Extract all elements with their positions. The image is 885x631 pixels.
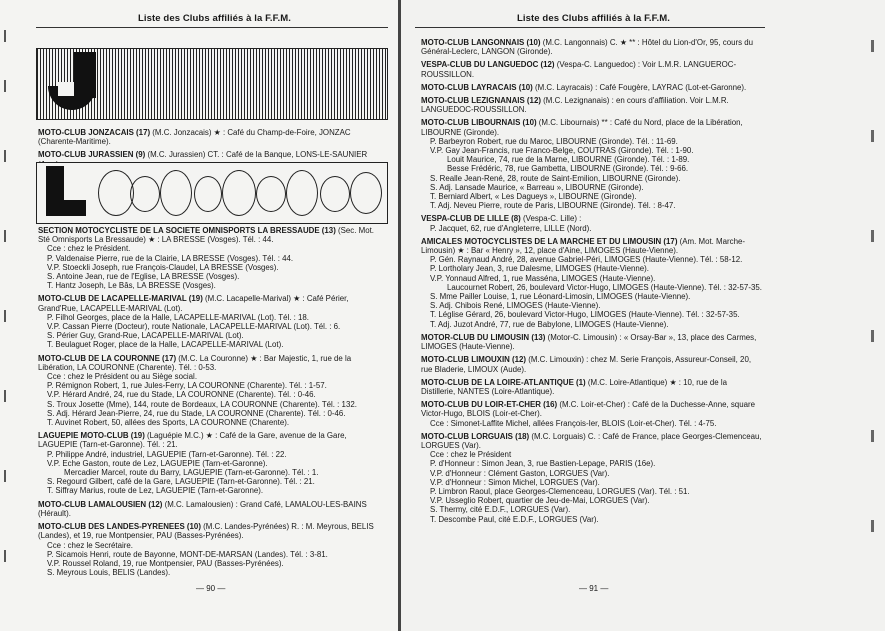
officer-line: P. Jacquet, 62, rue d'Angleterre, LILLE (Nord). [430, 223, 592, 233]
club-name: AMICALES MOTOCYCLISTES DE LA MARCHE ET DU LIMOUSIN (17) [421, 236, 678, 246]
officer-line: V.P. Hérard André, 24, rue du Stade, LA COURONNE (Charente). Tél. : 0-46. [47, 390, 316, 400]
right-page [401, 0, 885, 631]
club-name: MOTO-CLUB DU LOIR-ET-CHER (16) [421, 400, 558, 410]
officer-line: V.P. Usseglio Robert, quartier de Jeu-de-Mai, LORGUES (Var). [430, 496, 650, 506]
club-name: MOTO-CLUB LAYRACAIS (10) [421, 82, 533, 92]
club-name: MOTO-CLUB LIBOURNAIS (10) [421, 118, 537, 128]
club-name: MOTOR-CLUB DU LIMOUSIN (13) [421, 332, 546, 342]
club-details: (M.C. Jurassien) CT. : Café de la Banque, LONS-LE-SAUNIER [147, 150, 368, 160]
officer-line: P. d'Honneur : Simon Jean, 3, rue Bastien-Lepage, PARIS (16e). [430, 459, 656, 469]
officer-line: P. Limbron Raoul, place Georges-Clemenceau, LORGUES (Var). Tél. : 51. [430, 486, 690, 496]
officer-line: S. Realle Jean-René, 28, route de Saint-Emilion, LIBOURNE (Gironde). [430, 173, 681, 183]
club-name: MOTO-CLUB DE LACAPELLE-MARIVAL (19) [38, 294, 203, 304]
club-entry [421, 38, 763, 56]
club-entry [421, 400, 763, 428]
officer-line: Laucournet Robert, 26, boulevard Victor-Hugo, LIMOGES (Haute-Vienne). Tél. : 32-57-35. [447, 282, 762, 292]
club-details: (M.C. Jonzacais) ★ : Café du Champ-de-Foire, JONZAC (Charente-Maritime). [38, 128, 351, 147]
officer-line: T. Siffray Marius, route de Lez, LAGUEPIE (Tarn-et-Garonne). [47, 486, 264, 496]
officer-line: S. Mme Pailler Louise, 1, rue Léonard-Limosin, LIMOGES (Haute-Vienne). [430, 292, 691, 302]
officer-line: T. Adj. Neveu Pierre, route de Paris, LIBOURNE (Gironde). Tél. : 8-47. [430, 201, 676, 211]
club-entry [421, 83, 763, 92]
officer-line: S. Troux Josette (Mme), 144, route de Bordeaux, LA COURONNE (Charente). Tél. : 132. [47, 399, 357, 409]
club-name: MOTO-CLUB JURASSIEN (9) [38, 150, 146, 160]
club-details: (Motor-C. Limousin) : « Orsay-Bar », 13, place des Carmes, LIMOGES (Haute-Vienne). [421, 332, 757, 352]
officer-line: Cce : chez le Secrétaire. [47, 540, 133, 550]
officer-line: T. Descombe Paul, cité E.D.F., LORGUES (Var). [430, 514, 599, 524]
club-name: MOTO-CLUB DE LA LOIRE-ATLANTIQUE (1) [421, 377, 586, 387]
officer-line: T. Berniard Albert, « Les Dagueys », LIBOURNE (Gironde). [430, 192, 637, 202]
club-entry [38, 128, 384, 146]
officer-line: Mercadier Marcel, route du Barry, LAGUEPIE (Tarn-et-Garonne). Tél. : 1. [64, 468, 319, 478]
club-name: MOTO-CLUB LORGUAIS (18) [421, 431, 530, 441]
officer-line: T. Adj. Juzot André, 77, rue de Babylone, LIMOGES (Haute-Vienne). [430, 319, 669, 329]
officer-line: V.P. d'Honneur : Simon Michel, LORGUES (Var). [430, 477, 600, 487]
officer-line: S. Regourd Gilbert, café de la Gare, LAGUEPIE (Tarn-et-Garonne). Tél. : 21. [47, 477, 315, 487]
club-entry [38, 500, 384, 518]
club-name: MOTO-CLUB LEZIGNANAIS (12) [421, 96, 541, 106]
officer-line: P. Philippe André, industriel, LAGUEPIE (Tarn-et-Garonne). Tél. : 22. [47, 449, 287, 459]
club-details: (M.C. Libournais) ** : Café du Nord, place de la Libération, LIBOURNE (Gironde). [421, 118, 743, 137]
club-entry [38, 522, 384, 577]
page-number: — 91 — [579, 584, 609, 593]
officer-line: T. Auvinet Robert, 50, allées des Sports, LA COURONNE (Charente). [47, 418, 290, 428]
club-details: (M.C. Loire-Atlantique) ★ : 10, rue de la Distillerie, NANTES (Loire-Atlantique). [421, 377, 727, 396]
officer-line: P. Lortholary Jean, 3, rue Dalesme, LIMOGES (Haute-Vienne). [430, 264, 649, 274]
club-details: (M.C. Lorguais) C. : Café de France, place Georges-Clemenceau, LORGUES (Var). [421, 431, 762, 450]
officer-line: Cce : Simonet-Laffite Michel, allées François-Ier, BLOIS (Loir-et-Cher). Tél. : 4-75. [430, 418, 717, 428]
club-name: VESPA-CLUB DE LILLE (8) [421, 214, 521, 224]
page-number: — 90 — [196, 584, 226, 593]
officer-line: S. Adj. Lansade Maurice, « Barreau », LIBOURNE (Gironde). [430, 182, 644, 192]
club-entry [421, 118, 763, 210]
club-entry [421, 378, 763, 396]
officer-line: Louit Maurice, 74, rue de la Marne, LIBOURNE (Gironde). Tél. : 1-89. [447, 155, 690, 165]
club-details: (M.C. Layracais) : Café Fougère, LAYRAC (Lot-et-Garonne). [535, 82, 747, 92]
officer-line: T. Léglise Gérard, 26, boulevard Victor-Hugo, LIMOGES (Haute-Vienne). Tél. : 32-57-35. [430, 310, 740, 320]
officer-line: P. Valdenaise Pierre, rue de la Clairie, LA BRESSE (Vosges). Tél. : 44. [47, 253, 294, 263]
officer-line: T. Beulaguet Roger, place de la Halle, LACAPELLE-MARIVAL (Lot). [47, 340, 284, 350]
officer-line: Cce : chez le Président ou au Siège social. [47, 372, 198, 382]
club-entry [421, 96, 763, 114]
club-name: MOTO-CLUB DES LANDES-PYRENEES (10) [38, 522, 201, 532]
club-details: (Sec. Mot. Sté Omnisports La Bressaude) ★ : LA BRESSE (Vosges). Tél. : 44. [38, 226, 374, 245]
clubs-l-list [38, 226, 384, 577]
club-name: MOTO-CLUB LAMALOUSIEN (12) [38, 499, 163, 509]
club-details: (M.C. Limouxin) : chez M. Serie François, Assureur-Conseil, 20, rue Bladerie, LIMOUX (Aude). [421, 355, 752, 374]
header-rule [36, 27, 388, 28]
officer-line: S. Adj. Chibois René, LIMOGES (Haute-Vienne). [430, 301, 601, 311]
club-details: (M.C. Landes-Pyrénées) R. : M. Meyrous, BELIS (Landes), et 19, rue Montpensier, PAU (Basses-Pyrénées). [38, 522, 374, 541]
club-details: (Vespa-C. Lille) : [523, 214, 582, 224]
letter-j-glyph [48, 52, 100, 114]
club-entry [421, 237, 763, 329]
club-details: (M.C. Lezignanais) : en cours d'affiliation. Voir L.M.R. LANGUEDOC-ROUSSILLON. [421, 96, 729, 115]
club-name: MOTO-CLUB LIMOUXIN (12) [421, 355, 527, 365]
officer-line: P. Gén. Raynaud André, 28, avenue Gabriel-Péri, LIMOGES (Haute-Vienne). Tél. : 58-12. [430, 255, 743, 265]
officer-line: V.P. Gay Jean-Francis, rue Franco-Belge, COUTRAS (Gironde). Tél. : 1-90. [430, 146, 694, 156]
club-entry [38, 226, 384, 290]
club-entry [38, 354, 384, 428]
club-name: MOTO-CLUB LANGONNAIS (10) [421, 38, 541, 47]
club-name: MOTO-CLUB JONZACAIS (17) [38, 128, 151, 137]
club-entry [421, 355, 763, 373]
club-details: (Laguépie M.C.) ★ : Café de la Gare, avenue de la Gare, LAGUEPIE (Tarn-et-Garonne). Tél. : 21. [38, 431, 347, 450]
officer-line: P. Filhol Georges, place de la Halle, LACAPELLE-MARIVAL (Lot). Tél. : 18. [47, 312, 309, 322]
club-details: (Vespa-C. Languedoc) : Voir L.M.R. LANGUEROC-ROUSSILLON. [421, 60, 737, 79]
officer-line: V.P. Stoeckli Joseph, rue François-Claudel, LA BRESSE (Vosges). [47, 262, 279, 272]
officer-line: V.P. Roussel Roland, 19, rue Montpensier, PAU (Basses-Pyrénées). [47, 558, 284, 568]
club-details: (M.C. La Couronne) ★ : Bar Majestic, 1, rue de la Libération, LA COURONNE (Charente). Tél. : 0-53. [38, 353, 352, 372]
club-entry [421, 333, 763, 351]
officer-line: S. Adj. Hérard Jean-Pierre, 24, rue du Stade, LA COURONNE (Charente). Tél. : 0-46. [47, 408, 346, 418]
officer-line: V.P. d'Honneur : Clément Gaston, LORGUES (Var). [430, 468, 610, 478]
club-name: LAGUEPIE MOTO-CLUB (19) [38, 431, 145, 441]
header-rule [415, 27, 765, 28]
club-details: (M.C. Lacapelle-Marival) ★ : Café Périer, Grand'Rue, LACAPELLE-MARIVAL (Lot). [38, 294, 349, 313]
officer-line: S. Thermy, cité E.D.F., LORGUES (Var). [430, 505, 571, 515]
officer-line: P. Barbeyron Robert, rue du Maroc, LIBOURNE (Gironde). Tél. : 11-69. [430, 136, 678, 146]
officer-line: V.P. Cassan Pierre (Docteur), route Nationale, LACAPELLE-MARIVAL (Lot). Tél. : 6. [47, 322, 341, 332]
officer-line: V.P. Yonnaud Alfred, 1, rue Masséna, LIMOGES (Haute-Vienne). [430, 273, 656, 283]
officer-line: P. Sicamois Henri, route de Bayonne, MONT-DE-MARSAN (Landes). Tél. : 3-81. [47, 549, 328, 559]
club-details: (M.C. Langonnais) C. ★ ** : Hôtel du Lion-d'Or, 95, cours du Général-Leclerc, LANGON (Gironde). [421, 38, 754, 57]
officer-line: S. Meyrous Louis, BELIS (Landes). [47, 568, 171, 578]
officer-line: P. Rémignon Robert, 1, rue Jules-Ferry, LA COURONNE (Charente). Tél. : 1-57. [47, 381, 327, 391]
officer-line: V.P. Eche Gaston, route de Lez, LAGUEPIE (Tarn-et-Garonne). [47, 458, 268, 468]
officer-line: S. Périer Guy, Grand-Rue, LACAPELLE-MARIVAL (Lot). [47, 331, 244, 341]
club-entry [421, 60, 763, 78]
club-entry [421, 432, 763, 524]
officer-line: Cce : chez le Président. [47, 244, 131, 254]
club-name: SECTION MOTOCYCLISTE DE LA SOCIETE OMNISPORTS LA BRESSAUDE (13) [38, 226, 336, 235]
club-name: MOTO-CLUB DE LA COURONNE (17) [38, 353, 177, 363]
officer-line: T. Hantz Joseph, Le Bâs, LA BRESSE (Vosges). [47, 281, 216, 291]
page-header: Liste des Clubs affiliés à la F.F.M. [138, 13, 292, 24]
club-details: (M.C. Lamalousien) : Grand Café, LAMALOU-LES-BAINS (Hérault). [38, 499, 367, 518]
left-page [0, 0, 398, 631]
officer-line: S. Antoine Jean, rue de l'Eglise, LA BRESSE (Vosges). [47, 272, 240, 282]
clubs-list [421, 38, 763, 524]
club-details: (M.C. Loir-et-Cher) : Café de la Duchesse-Anne, square Victor-Hugo, BLOIS (Loir-et-Cher). [421, 400, 755, 419]
page-header: Liste des Clubs affiliés à la F.F.M. [517, 13, 671, 24]
officer-line: Besse Frédéric, 78, rue Gambetta, LIBOURNE (Gironde). Tél. : 9-66. [447, 164, 689, 174]
club-entry [38, 431, 384, 495]
letter-l-glyph [42, 166, 86, 216]
club-name: VESPA-CLUB DU LANGUEDOC (12) [421, 60, 555, 70]
club-entry [421, 214, 763, 232]
club-entry [38, 294, 384, 349]
officer-line: Cce : chez le Président [430, 450, 512, 460]
club-details: (Am. Mot. Marche-Limousin) ★ : Bar « Henry », 12, place d'Aine, LIMOGES (Haute-Vienne). [421, 236, 745, 256]
